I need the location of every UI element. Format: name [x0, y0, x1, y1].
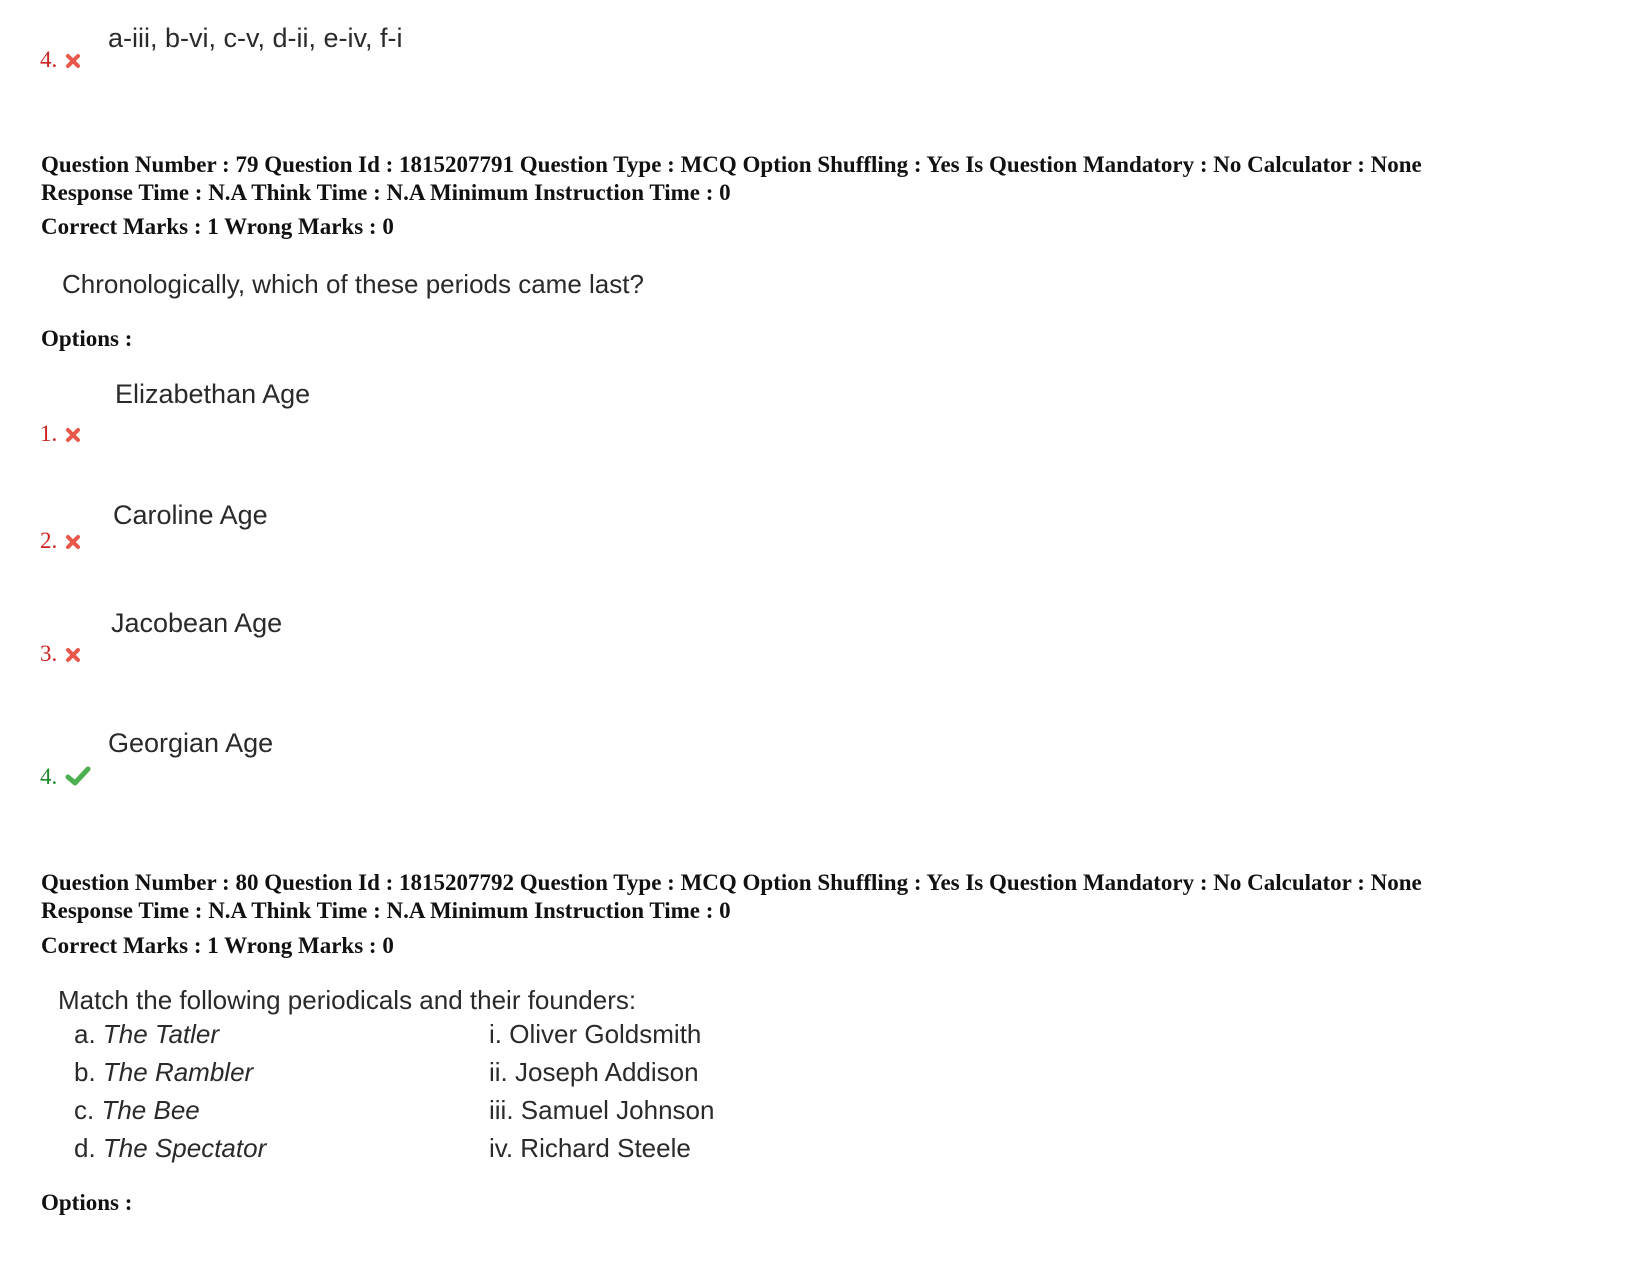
- question-79-text: Chronologically, which of these periods came last?: [62, 269, 644, 299]
- match-left-column: [74, 1015, 266, 1167]
- match-left-item: a. The Tatler: [74, 1019, 220, 1049]
- q79-option-1-number: 1.: [40, 421, 81, 449]
- match-left-item: c. The Bee: [74, 1095, 200, 1125]
- match-right-column: [489, 1015, 714, 1167]
- q79-option-4-number: 4.: [40, 764, 91, 793]
- question-79-marks: Correct Marks : 1 Wrong Marks : 0: [41, 214, 394, 239]
- prev-option-4-number: 4.: [40, 47, 81, 75]
- match-left-item: b. The Rambler: [74, 1057, 254, 1087]
- match-right-item: iv. Richard Steele: [489, 1133, 691, 1163]
- q79-option-4-text: Georgian Age: [108, 728, 274, 758]
- q79-option-3-text: Jacobean Age: [111, 608, 283, 638]
- question-80-meta-line2: Response Time : N.A Think Time : N.A Minimum Instruction Time : 0: [41, 898, 731, 923]
- q79-option-1-text: Elizabethan Age: [115, 379, 311, 409]
- match-right-item: i. Oliver Goldsmith: [489, 1019, 702, 1049]
- cross-icon: [65, 423, 81, 449]
- question-79-options-label: Options :: [41, 326, 133, 351]
- question-79-meta-line2: Response Time : N.A Think Time : N.A Minimum Instruction Time : 0: [41, 180, 731, 205]
- question-80-marks: Correct Marks : 1 Wrong Marks : 0: [41, 933, 394, 958]
- cross-icon: [65, 643, 81, 669]
- question-80-text: Match the following periodicals and their founders:: [58, 985, 637, 1015]
- match-right-item: iii. Samuel Johnson: [489, 1095, 715, 1125]
- question-80-meta-line1: Question Number : 80 Question Id : 1815207792 Question Type : MCQ Option Shuffling : Yes Is Question Mandatory : No Calculator : None: [41, 870, 1422, 895]
- match-right-item: ii. Joseph Addison: [489, 1057, 699, 1087]
- q79-option-2-text: Caroline Age: [113, 500, 268, 530]
- prev-option-4-text: a-iii, b-vi, c-v, d-ii, e-iv, f-i: [108, 23, 403, 53]
- q79-option-2-number: 2.: [40, 528, 81, 556]
- q79-option-3-number: 3.: [40, 641, 81, 669]
- cross-icon: [65, 530, 81, 556]
- cross-icon: [65, 49, 81, 75]
- question-80-options-label: Options :: [41, 1190, 133, 1215]
- match-left-item: d. The Spectator: [74, 1133, 267, 1163]
- question-79-meta-line1: Question Number : 79 Question Id : 1815207791 Question Type : MCQ Option Shuffling : Yes Is Question Mandatory : No Calculator : None: [41, 152, 1422, 177]
- check-icon: [65, 765, 91, 793]
